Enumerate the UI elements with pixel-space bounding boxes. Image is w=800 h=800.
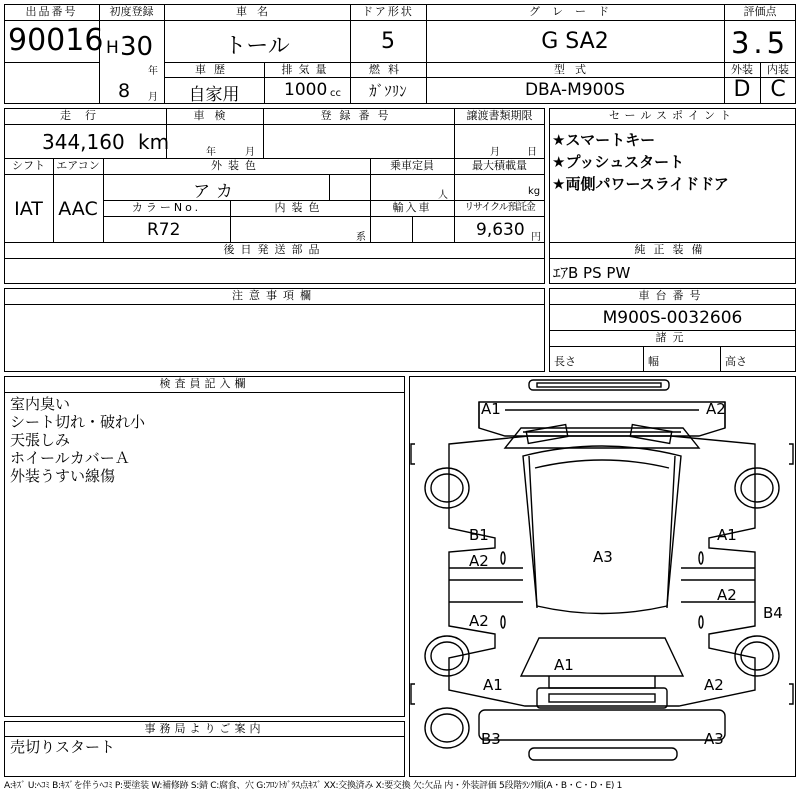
dmg-front-left: A1 <box>481 400 501 418</box>
dmg-rear-glass: A1 <box>554 656 574 674</box>
model-label: 型式 <box>554 63 596 76</box>
dmg-right-quarter: B4 <box>763 604 783 622</box>
reg-number-label: 登録番号 <box>320 109 397 122</box>
width-label: 幅 <box>648 355 659 368</box>
dmg-front-right: A2 <box>706 400 726 418</box>
dims-label: 諸元 <box>655 331 690 344</box>
equipment-value: ｴｱB PS PW <box>553 264 631 282</box>
sales-points-label: セールスポイント <box>608 109 736 122</box>
lot-number: 90016 <box>8 23 104 58</box>
inspection-year-unit: 年 <box>206 147 216 158</box>
ac-label: エアコン <box>56 159 100 172</box>
history-label: 車歴 <box>195 63 233 76</box>
recycle-unit: 円 <box>531 232 541 243</box>
score-label: 評価点 <box>743 5 777 18</box>
recycle: 9,630 <box>476 220 525 240</box>
color-no-label: カラーNo. <box>131 201 202 214</box>
exterior-label: 外装 <box>731 63 753 76</box>
model-code: DBA-M900S <box>524 80 626 100</box>
mileage: 344,160 <box>42 130 125 154</box>
dmg-right-rear-door: A2 <box>717 586 737 604</box>
fuel-label: 燃料 <box>369 63 407 76</box>
dmg-rear-right: A2 <box>704 676 724 694</box>
reg-year: 30 <box>120 32 154 62</box>
height-label: 高さ <box>725 355 747 368</box>
transfer-month-unit: 月 <box>490 147 500 158</box>
load-label: 最大積載量 <box>472 159 527 172</box>
chassis-number: M900S-0032606 <box>602 308 743 328</box>
history: 自家用 <box>188 85 240 105</box>
grade: G SA2 <box>541 29 609 54</box>
dmg-left-door-a2: A2 <box>469 552 489 570</box>
mileage-label: 走行 <box>60 109 110 122</box>
office-text: 売切りスタート <box>10 738 116 756</box>
inspector-line-2: シート切れ・破れ小 <box>10 413 146 431</box>
damage-legend: A:ｷｽﾞ U:ﾍｺﾐ B:ｷｽﾞを伴うﾍｺﾐ P:要塗装 W:補修跡 S:錆 C:腐食、穴 G:ﾌﾛﾝﾄｶﾞﾗｽ点ｷｽﾞ XX:交換済み X:要交換 欠:欠品 内・外装評価 5段階ﾗﾝｸ順(A・B・C・D・E) 1 <box>4 781 623 791</box>
doors: 5 <box>381 29 395 54</box>
first-reg-label: 初度登録 <box>109 5 154 18</box>
inspector-line-3: 天張しみ <box>10 431 71 449</box>
equipment-label: 純正装備 <box>634 243 711 256</box>
grade-label: グレード <box>529 5 621 18</box>
era: H <box>106 38 119 58</box>
car-diagram <box>409 376 796 777</box>
ext-color: アカ <box>193 182 239 202</box>
mileage-unit: km <box>138 130 170 154</box>
load-unit: kg <box>528 186 541 197</box>
ext-color-label: 外装色 <box>211 159 262 172</box>
car-name: トール <box>224 34 290 59</box>
transfer-day-unit: 日 <box>527 147 537 158</box>
dmg-rear-bumper-right: A3 <box>704 730 724 748</box>
interior-grade: C <box>770 77 786 102</box>
fuel: ｶﾞｿﾘﾝ <box>369 82 407 100</box>
displacement-label: 排気量 <box>281 63 333 76</box>
import-label: 輸入車 <box>392 201 432 214</box>
car-name-label: 車名 <box>236 5 278 18</box>
inspection-month-unit: 月 <box>245 147 255 158</box>
length-label: 長さ <box>554 355 576 368</box>
dmg-roof: A3 <box>593 548 613 566</box>
dmg-left-door-b1: B1 <box>469 526 489 544</box>
capacity-unit: 人 <box>438 190 448 201</box>
reg-month: 8 <box>118 80 131 102</box>
notes-label: 注意事項欄 <box>232 289 317 302</box>
interior-label: 内装 <box>767 63 789 76</box>
color-no: R72 <box>147 220 181 240</box>
dmg-rear-bumper-left: B3 <box>481 730 501 748</box>
sales-point-2: ★プッシュスタート <box>552 153 685 171</box>
dmg-right-front-door: A1 <box>717 526 737 544</box>
sales-point-3: ★両側パワースライドドア <box>552 175 729 193</box>
inspector-line-5: 外装うすい線傷 <box>10 467 116 485</box>
office-label: 事務局よりご案内 <box>144 722 265 735</box>
lot-label: 出品番号 <box>25 5 78 18</box>
dmg-left-rear-door: A2 <box>469 612 489 630</box>
displacement-unit: cc <box>330 88 341 99</box>
year-unit: 年 <box>148 66 158 77</box>
sales-point-1: ★スマートキー <box>552 131 656 149</box>
dmg-rear-left: A1 <box>483 676 503 694</box>
later-parts-label: 後日発送部品 <box>223 243 326 256</box>
score: 3.5 <box>730 26 790 60</box>
inspector-label: 検査員記入欄 <box>159 377 250 390</box>
int-color-unit: 系 <box>356 232 366 243</box>
shift-label: シフト <box>12 159 45 172</box>
inspection-label: 車検 <box>193 109 236 122</box>
ac: AAC <box>58 198 98 220</box>
displacement: 1000 <box>284 80 328 100</box>
capacity-label: 乗車定員 <box>390 159 434 172</box>
int-color-label: 内装色 <box>274 201 326 214</box>
recycle-label: リサイクル預託金 <box>464 202 535 213</box>
transfer-label: 譲渡書類期限 <box>466 109 533 122</box>
door-label: ドア形状 <box>362 5 414 18</box>
inspector-line-4: ホイールカバーＡ <box>10 449 130 467</box>
exterior-grade: D <box>733 77 751 102</box>
shift: IAT <box>14 198 43 220</box>
month-unit: 月 <box>148 92 158 103</box>
chassis-label: 車台番号 <box>638 289 707 302</box>
inspector-line-1: 室内臭い <box>10 395 71 413</box>
